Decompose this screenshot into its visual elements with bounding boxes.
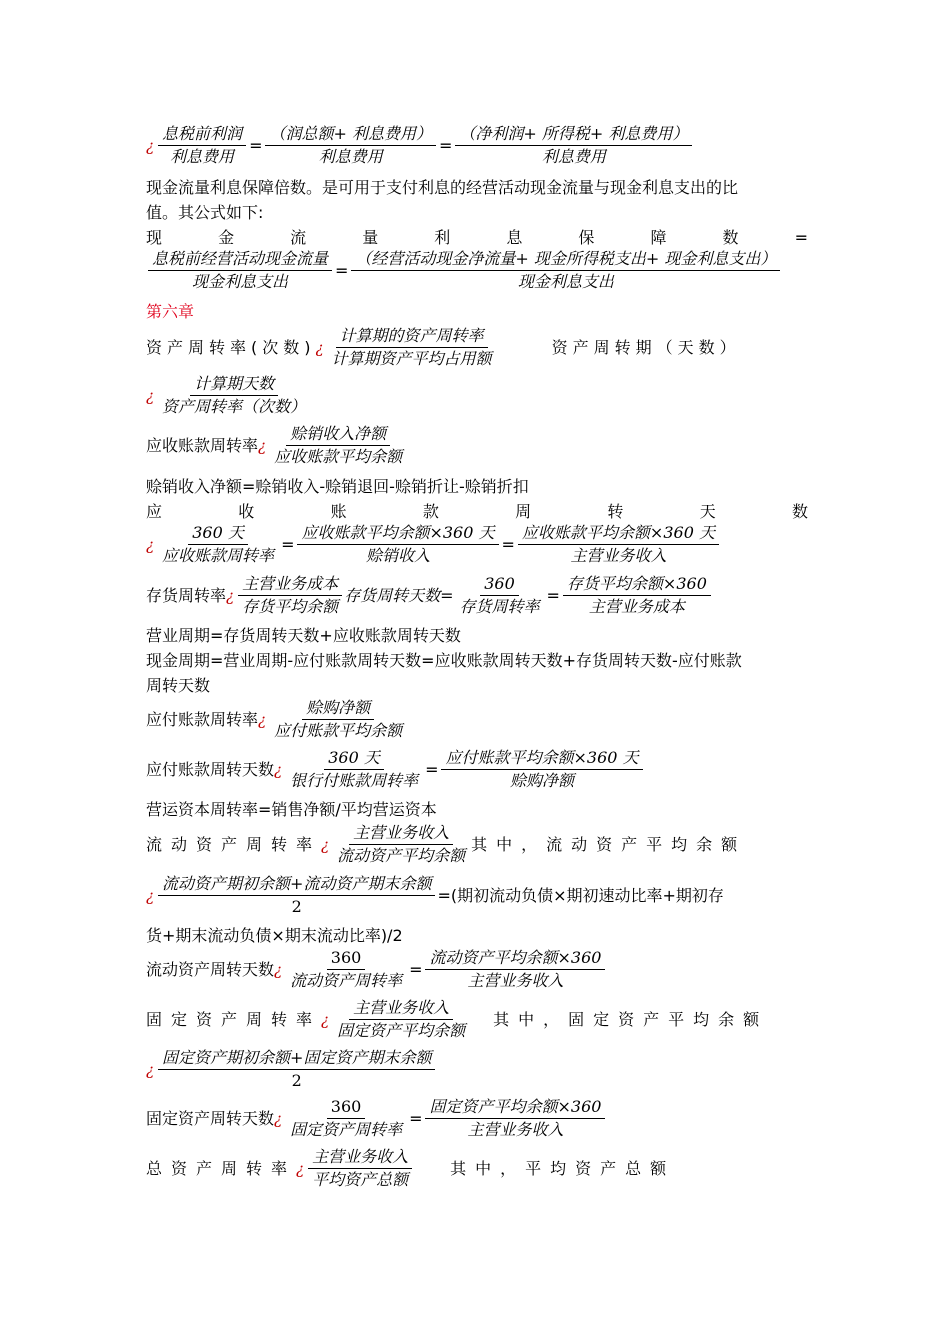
- denominator: 平均资产总额: [312, 1170, 409, 1189]
- fraction: [333, 823, 469, 866]
- formula-current-asset-days: [146, 948, 808, 991]
- fraction: [308, 1147, 412, 1190]
- char: 流: [290, 228, 307, 247]
- placeholder-glyph: ¿: [274, 1109, 283, 1128]
- placeholder-glyph: ¿: [146, 136, 155, 155]
- formula-label: 资产周转率(次数): [146, 337, 316, 357]
- denominator: 应收账款周转率: [162, 546, 275, 565]
- numerator: 赊购净额: [302, 698, 374, 720]
- numerator: 计算期的资产周转率: [336, 326, 488, 348]
- char: 数: [791, 502, 808, 521]
- formula-label: 总资产周转率: [146, 1158, 297, 1178]
- denominator: 现金利息支出: [517, 272, 614, 291]
- equals-sign: =: [438, 135, 453, 155]
- formula-fixed-asset-days: [146, 1097, 808, 1140]
- numerator: （净利润+ 所得税+ 利息费用）: [455, 124, 692, 146]
- formula-label: 流动资产周转率: [146, 834, 322, 854]
- char: 数: [722, 228, 739, 247]
- numerator: 应付账款平均余额×360 天: [441, 748, 642, 770]
- numerator: 360: [480, 574, 519, 596]
- formula-label: =(期初流动负债×期初速动比率+期初存: [437, 885, 724, 905]
- numerator: 应收账款平均余额×360 天: [297, 523, 498, 545]
- fraction: [270, 698, 406, 741]
- formula-cash-flow-coverage: [146, 249, 808, 292]
- fraction: [563, 574, 711, 617]
- formula-label: 应收账款周转率: [146, 435, 259, 455]
- equals-sign: =: [335, 260, 349, 280]
- numerator: 计算期天数: [190, 374, 278, 396]
- denominator: 主营业务收入: [467, 971, 564, 990]
- paragraph-line: 值。其公式如下:: [146, 203, 264, 222]
- numerator: （润总额+ 利息费用）: [265, 124, 436, 146]
- denominator: 固定资产周转率: [290, 1120, 403, 1139]
- char: 应: [146, 502, 163, 521]
- placeholder-glyph: ¿: [258, 710, 267, 729]
- char: 量: [362, 228, 379, 247]
- paragraph-line: 现金流量利息保障倍数。是可用于支付利息的经营活动现金流量与现金利息支出的比: [146, 178, 739, 197]
- numerator: 存货平均余额×360: [563, 574, 711, 596]
- placeholder-glyph: ¿: [146, 886, 155, 905]
- char: 款: [422, 502, 439, 521]
- fraction: [518, 523, 719, 566]
- spread-heading-receivables-days: [146, 501, 808, 523]
- numerator: 主营业务收入: [349, 998, 453, 1020]
- numerator: 流动资产平均余额×360: [425, 948, 605, 970]
- formula-inventory-turnover: [146, 574, 808, 617]
- formula-interest-coverage: [146, 124, 808, 167]
- formula-current-asset-turnover: [146, 823, 808, 866]
- numerator: 应收账款平均余额×360 天: [518, 523, 719, 545]
- formula-asset-turnover: [146, 326, 808, 369]
- placeholder-glyph: ¿: [146, 535, 155, 554]
- equals-sign: =: [425, 759, 439, 779]
- numerator: 360 天: [188, 523, 248, 545]
- paragraph-line: 营运资本周转率=销售净额/平均营运资本: [146, 800, 437, 819]
- fraction: [148, 249, 332, 292]
- fraction: [351, 249, 780, 292]
- numerator: 主营业务收入: [349, 823, 453, 845]
- placeholder-glyph: ¿: [315, 338, 324, 357]
- denominator: 利息费用: [318, 147, 383, 166]
- fraction: [270, 424, 406, 467]
- denominator: 计算期资产平均占用额: [331, 349, 492, 368]
- placeholder-glyph: ¿: [146, 386, 155, 405]
- paragraph-line: 营业周期=存货周转天数+应收账款周转天数: [146, 626, 461, 645]
- denominator: 应收账款平均余额: [274, 447, 403, 466]
- numerator: 固定资产平均余额×360: [425, 1097, 605, 1119]
- placeholder-glyph: ¿: [274, 760, 283, 779]
- numerator: 流动资产期初余额+流动资产期末余额: [158, 874, 435, 896]
- fraction: [286, 948, 406, 991]
- char: 息: [506, 228, 523, 247]
- numerator: 赊销收入净额: [286, 424, 390, 446]
- fraction: [158, 374, 310, 417]
- fraction: [265, 124, 436, 167]
- equals-sign: =: [409, 959, 423, 979]
- formula-asset-turnover-days: [146, 374, 808, 417]
- paragraph-line: 赊销收入净额=赊销收入-赊销退回-赊销折让-赊销折扣: [146, 477, 529, 496]
- equals-sign: =: [501, 534, 515, 554]
- formula-receivables-days: [146, 523, 808, 566]
- denominator: 2: [291, 1071, 302, 1090]
- denominator: 利息费用: [170, 147, 235, 166]
- numerator: 固定资产期初余额+固定资产期末余额: [158, 1048, 435, 1070]
- denominator: 固定资产平均余额: [337, 1021, 466, 1040]
- formula-label: 流动资产周转天数: [146, 959, 275, 979]
- formula-label: 其中，流动资产平均余额: [471, 834, 747, 854]
- fraction: [297, 523, 498, 566]
- placeholder-glyph: ¿: [146, 1060, 155, 1079]
- formula-total-asset-turnover: [146, 1147, 808, 1190]
- char: 金: [218, 228, 235, 247]
- char: 障: [650, 228, 667, 247]
- numerator: 息税前经营活动现金流量: [148, 249, 332, 271]
- denominator: 2: [291, 897, 302, 916]
- char: 转: [607, 502, 624, 521]
- denominator: 主营业务成本: [588, 597, 685, 616]
- denominator: 应付账款平均余额: [274, 721, 403, 740]
- char: 账: [330, 502, 347, 521]
- placeholder-glyph: ¿: [226, 586, 235, 605]
- paragraph-line: 货+期末流动负债×期末流动比率)/2: [146, 926, 403, 945]
- char: 收: [238, 502, 255, 521]
- placeholder-glyph: ¿: [258, 436, 267, 455]
- numerator: 主营业务收入: [308, 1147, 412, 1169]
- fraction: [456, 574, 544, 617]
- denominator: 赊购净额: [510, 771, 575, 790]
- formula-label: 应付账款周转天数: [146, 759, 275, 779]
- fraction: [286, 1097, 406, 1140]
- formula-current-asset-average: [146, 874, 808, 917]
- equals-sign: =: [281, 534, 295, 554]
- denominator: 现金利息支出: [192, 272, 289, 291]
- fraction: [333, 998, 469, 1041]
- fraction: [328, 326, 496, 369]
- numerator: 360: [327, 948, 366, 970]
- fraction: [158, 124, 246, 167]
- formula-label: 资产周转期（天数）: [551, 337, 741, 357]
- char: 现: [146, 228, 163, 247]
- placeholder-glyph: ¿: [321, 1010, 330, 1029]
- numerator: 息税前利润: [158, 124, 246, 146]
- denominator: 主营业务收入: [570, 546, 667, 565]
- fraction: [455, 124, 692, 167]
- char: =: [794, 228, 808, 247]
- char: 周: [515, 502, 532, 521]
- formula-label: 固定资产周转率: [146, 1009, 322, 1029]
- formula-label: 存货周转天数=: [344, 585, 454, 605]
- formula-label: 应付账款周转率: [146, 709, 259, 729]
- char: 利: [434, 228, 451, 247]
- denominator: 资产周转率（次数）: [162, 397, 307, 416]
- placeholder-glyph: ¿: [274, 960, 283, 979]
- formula-label: 其中，平均资产总额: [450, 1158, 676, 1178]
- formula-fixed-asset-average: [146, 1048, 808, 1091]
- denominator: 存货周转率: [459, 597, 540, 616]
- fraction: [158, 874, 435, 917]
- fraction: [158, 523, 278, 566]
- equals-sign: =: [409, 1108, 423, 1128]
- numerator: 360: [327, 1097, 366, 1119]
- formula-label: 固定资产周转天数: [146, 1108, 275, 1128]
- paragraph-line: 现金周期=营业周期-应付账款周转天数=应收账款周转天数+存货周转天数-应付账款: [146, 651, 742, 670]
- fraction: [441, 748, 642, 791]
- formula-payables-turnover: [146, 698, 808, 741]
- fraction: [158, 1048, 435, 1091]
- numerator: （经营活动现金净流量+ 现金所得税支出+ 现金利息支出）: [351, 249, 780, 271]
- denominator: 存货平均余额: [242, 597, 339, 616]
- fraction: [238, 574, 342, 617]
- placeholder-glyph: ¿: [321, 835, 330, 854]
- formula-label: 其中，固定资产平均余额: [493, 1009, 769, 1029]
- denominator: 流动资产周转率: [290, 971, 403, 990]
- denominator: 流动资产平均余额: [337, 846, 466, 865]
- denominator: 赊销收入: [365, 546, 430, 565]
- equals-sign: =: [249, 135, 263, 155]
- equals-sign: =: [546, 585, 560, 605]
- denominator: 利息费用: [541, 147, 606, 166]
- formula-payables-days: [146, 748, 808, 791]
- fraction: [425, 1097, 605, 1140]
- numerator: 360 天: [324, 748, 384, 770]
- denominator: 银行付账款周转率: [290, 771, 419, 790]
- formula-fixed-asset-turnover: [146, 998, 808, 1041]
- fraction: [286, 748, 422, 791]
- paragraph-line: 周转天数: [146, 676, 211, 695]
- char: 保: [578, 228, 595, 247]
- formula-label: 存货周转率: [146, 585, 227, 605]
- fraction: [425, 948, 605, 991]
- formula-receivables-turnover: [146, 424, 808, 467]
- numerator: 主营业务成本: [238, 574, 342, 596]
- chapter-heading: 第六章: [146, 302, 195, 321]
- denominator: 主营业务收入: [467, 1120, 564, 1139]
- placeholder-glyph: ¿: [296, 1159, 305, 1178]
- spread-heading-cash-flow-coverage: [146, 227, 808, 249]
- char: 天: [699, 502, 716, 521]
